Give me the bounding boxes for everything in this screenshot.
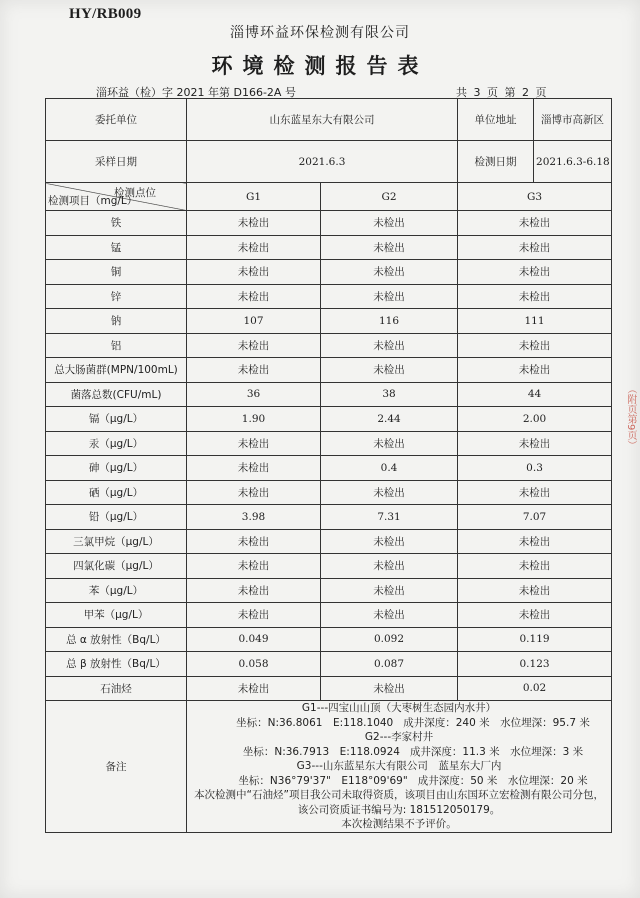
g3-value-cell: 未检出 [458,235,612,260]
g2-value-cell: 未检出 [321,603,458,628]
test-item-cell: 镉（μg/L） [46,407,187,432]
g2-value-cell: 未检出 [321,676,458,701]
g1-value-cell: 未检出 [187,578,321,603]
table-row [46,358,612,383]
note-g3-title: G3---山东蓝星东大有限公司 蓝星东大厂内 [296,760,502,772]
diagonal-header-cell [46,183,187,211]
table-row [46,529,612,554]
g2-value-cell: 2.44 [321,407,458,432]
point-header-g2: G2 [321,183,458,211]
g2-value-cell: 未检出 [321,284,458,309]
g2-value-cell: 0.087 [321,652,458,677]
test-item-cell: 锰 [46,235,187,260]
note-subcontract-1: 本次检测中“石油烃”项目我公司未取得资质，该项目由山东国环立宏检测有限公司分包， [194,789,604,801]
test-item-cell: 汞（μg/L） [46,431,187,456]
table-row [46,211,612,236]
g3-value-cell: 未检出 [458,431,612,456]
g3-value-cell: 111 [458,309,612,334]
g2-value-cell: 未检出 [321,211,458,236]
point-header-g3: G3 [458,183,612,211]
notes-row [46,701,612,833]
test-item-cell: 铅（μg/L） [46,505,187,530]
company-name: 淄博环益环保检测有限公司 [230,25,410,41]
g1-value-cell: 0.049 [187,627,321,652]
address-value: 淄博市高新区 [534,99,612,141]
g2-value-cell: 38 [321,382,458,407]
table-row [46,431,612,456]
g3-value-cell: 0.02 [458,676,612,701]
sampling-date-value: 2021.6.3 [187,141,458,183]
notes-body [187,701,612,833]
point-header-g1: G1 [187,183,321,211]
test-item-cell: 铝 [46,333,187,358]
test-item-cell: 三氯甲烷（μg/L） [46,529,187,554]
page-info: 共 3 页 第 2 页 [456,86,547,99]
g1-value-cell: 未检出 [187,284,321,309]
g3-value-cell: 7.07 [458,505,612,530]
date-row [46,141,612,183]
table-row [46,578,612,603]
test-item-cell: 四氯化碳（μg/L） [46,554,187,579]
test-item-cell: 锌 [46,284,187,309]
g2-value-cell: 116 [321,309,458,334]
table-row [46,554,612,579]
g2-value-cell: 未检出 [321,260,458,285]
note-g1-coord: 坐标：N:36.8061 E:118.1040 [236,716,394,729]
g3-value-cell: 未检出 [458,603,612,628]
g1-value-cell: 未检出 [187,529,321,554]
g2-value-cell: 未检出 [321,333,458,358]
g3-value-cell: 未检出 [458,578,612,603]
points-header-row [46,183,612,211]
g1-value-cell: 未检出 [187,333,321,358]
diag-item-label: 检测项目（mg/L） [48,195,138,207]
client-value: 山东蓝星东大有限公司 [187,99,458,141]
g2-value-cell: 未检出 [321,578,458,603]
test-date-value: 2021.6.3-6.18 [534,141,612,183]
g1-value-cell: 未检出 [187,676,321,701]
test-item-cell: 铁 [46,211,187,236]
g3-value-cell: 0.119 [458,627,612,652]
g2-value-cell: 未检出 [321,554,458,579]
g1-value-cell: 未检出 [187,431,321,456]
table-row [46,309,612,334]
test-item-cell: 钠 [46,309,187,334]
note-g1-depth: 成井深度：240 米 水位埋深：95.7 米 [403,716,590,729]
table-row [46,652,612,677]
table-row [46,333,612,358]
note-g2-depth: 成井深度：11.3 米 水位埋深：3 米 [409,745,584,758]
test-item-cell: 总大肠菌群(MPN/100mL) [46,358,187,383]
g2-value-cell: 未检出 [321,235,458,260]
g3-value-cell: 未检出 [458,554,612,579]
g3-value-cell: 未检出 [458,333,612,358]
g2-value-cell: 未检出 [321,529,458,554]
g2-value-cell: 未检出 [321,431,458,456]
report-table [45,98,612,833]
test-item-cell: 铜 [46,260,187,285]
table-row [46,456,612,481]
note-g2-coord: 坐标：N:36.7913 E:118.0924 [242,745,400,758]
table-row [46,505,612,530]
g3-value-cell: 未检出 [458,211,612,236]
test-item-cell: 菌落总数(CFU/mL) [46,382,187,407]
g1-value-cell: 107 [187,309,321,334]
document-code: HY/RB009 [69,6,142,22]
note-g3-location [189,774,609,789]
g3-value-cell: 0.123 [458,652,612,677]
g1-value-cell: 未检出 [187,235,321,260]
test-date-label: 检测日期 [458,141,534,183]
g1-value-cell: 未检出 [187,358,321,383]
client-row [46,99,612,141]
report-number: 淄环益（检）字 2021 年第 D166-2A 号 [96,86,296,99]
client-label: 委托单位 [46,99,187,141]
g3-value-cell: 2.00 [458,407,612,432]
g1-value-cell: 1.90 [187,407,321,432]
g1-value-cell: 未检出 [187,211,321,236]
test-item-cell: 总 α 放射性（Bq/L） [46,627,187,652]
note-g3-depth: 成井深度：50 米 水位埋深：20 米 [417,774,588,787]
sampling-date-label: 采样日期 [46,141,187,183]
g3-value-cell: 44 [458,382,612,407]
g2-value-cell: 未检出 [321,480,458,505]
g3-value-cell: 未检出 [458,358,612,383]
test-item-cell: 硒（μg/L） [46,480,187,505]
address-label: 单位地址 [458,99,534,141]
g1-value-cell: 未检出 [187,480,321,505]
diag-point-label: 检测点位 [114,187,156,199]
note-subcontract-2: 该公司资质证书编号为: 181512050179。 [297,803,501,816]
g3-value-cell: 0.3 [458,456,612,481]
table-row [46,260,612,285]
note-g2-location [189,745,609,760]
g1-value-cell: 未检出 [187,260,321,285]
table-row [46,627,612,652]
note-g1-title: G1---四宝山山顶（大枣树生态园内水井） [301,702,497,714]
note-g1-location [189,716,609,731]
g3-value-cell: 未检出 [458,260,612,285]
table-row [46,480,612,505]
table-row [46,235,612,260]
test-item-cell: 甲苯（μg/L） [46,603,187,628]
g2-value-cell: 未检出 [321,358,458,383]
test-item-cell: 总 β 放射性（Bq/L） [46,652,187,677]
g2-value-cell: 0.4 [321,456,458,481]
g3-value-cell: 未检出 [458,529,612,554]
margin-handwriting: （附页第9页） [625,384,636,451]
g1-value-cell: 未检出 [187,456,321,481]
g1-value-cell: 未检出 [187,603,321,628]
test-item-cell: 苯（μg/L） [46,578,187,603]
table-row [46,382,612,407]
test-item-cell: 石油烃 [46,676,187,701]
table-row [46,676,612,701]
g1-value-cell: 未检出 [187,554,321,579]
note-g3-coord: 坐标：N36°79'37" E118°09'69" [238,774,408,787]
g3-value-cell: 未检出 [458,480,612,505]
g1-value-cell: 3.98 [187,505,321,530]
table-row [46,284,612,309]
note-g2-title: G2---李家村井 [364,731,434,743]
table-row [46,407,612,432]
g1-value-cell: 36 [187,382,321,407]
table-row [46,603,612,628]
g2-value-cell: 0.092 [321,627,458,652]
g3-value-cell: 未检出 [458,284,612,309]
g2-value-cell: 7.31 [321,505,458,530]
report-title: 环境检测报告表 [211,54,429,78]
notes-label: 备注 [46,701,187,833]
g1-value-cell: 0.058 [187,652,321,677]
note-disclaimer: 本次检测结果不予评价。 [341,818,457,830]
test-item-cell: 砷（μg/L） [46,456,187,481]
